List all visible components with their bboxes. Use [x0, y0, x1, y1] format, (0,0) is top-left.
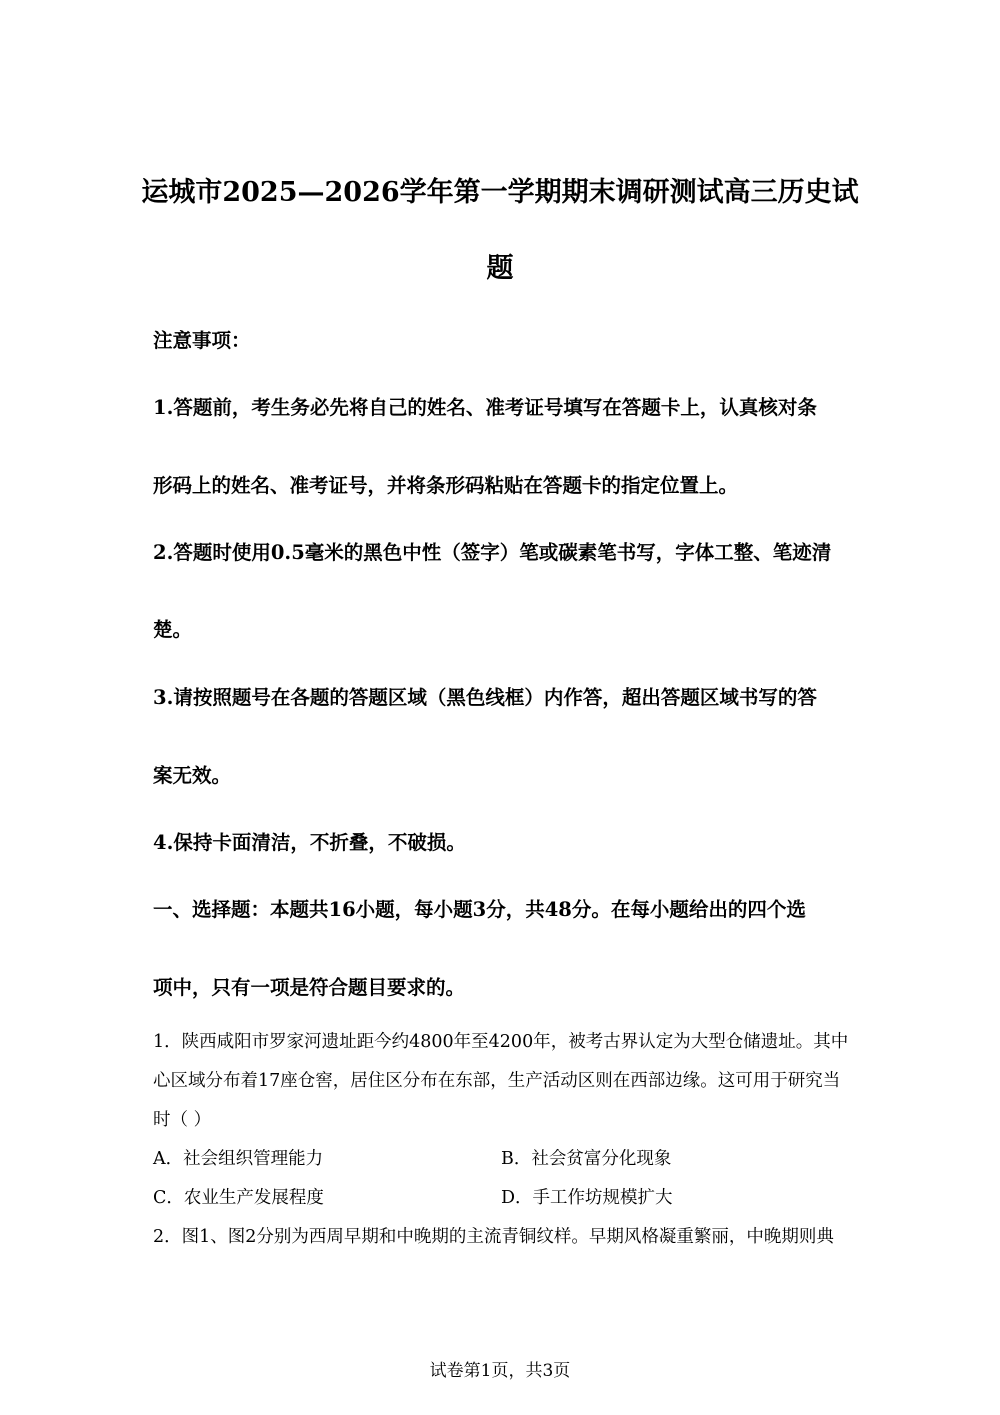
question-1-option-d: D．手工作坊规模扩大 [501, 1188, 673, 1208]
question-1-line-2: 心区域分布着17座仓窖，居住区分布在东部，生产活动区则在西部边缘。这可用于研究当 [153, 1071, 841, 1091]
question-1-option-b: B．社会贫富分化现象 [501, 1149, 672, 1169]
question-1-line-1: 1．陕西咸阳市罗家河遗址距今约4800年至4200年，被考古界认定为大型仓储遗址。其中 [153, 1032, 849, 1052]
section-1-heading-line-1: 一、选择题：本题共16小题，每小题3分，共48分。在每小题给出的四个选 [153, 898, 806, 921]
question-2-line-1: 2．图1、图2分别为西周早期和中晚期的主流青铜纹样。早期风格凝重繁丽，中晚期则典 [153, 1227, 834, 1247]
notice-item-4: 4.保持卡面清洁，不折叠，不破损。 [153, 831, 466, 854]
question-1-option-a: A．社会组织管理能力 [153, 1149, 324, 1169]
page-footer: 试卷第1页，共3页 [429, 1361, 571, 1381]
notice-item-3-line-2: 案无效。 [153, 764, 232, 787]
notice-item-2-line-1: 2.答题时使用0.5毫米的黑色中性（签字）笔或碳素笔书写，字体工整、笔迹清 [153, 541, 832, 564]
exam-title-line-2: 题 [486, 253, 514, 284]
notice-item-1-line-1: 1.答题前，考生务必先将自己的姓名、准考证号填写在答题卡上，认真核对条 [153, 396, 817, 419]
question-1-option-c: C．农业生产发展程度 [153, 1188, 324, 1208]
question-1-line-3: 时（ ） [153, 1110, 212, 1130]
section-1-heading-line-2: 项中，只有一项是符合题目要求的。 [153, 976, 466, 999]
exam-title-line-1: 运城市2025—2026学年第一学期期末调研测试高三历史试 [141, 177, 859, 208]
notice-item-2-line-2: 楚。 [153, 618, 193, 641]
notice-item-1-line-2: 形码上的姓名、准考证号，并将条形码粘贴在答题卡的指定位置上。 [153, 474, 739, 497]
notice-item-3-line-1: 3.请按照题号在各题的答题区域（黑色线框）内作答，超出答题区域书写的答 [153, 686, 817, 709]
notice-heading: 注意事项： [153, 329, 251, 352]
